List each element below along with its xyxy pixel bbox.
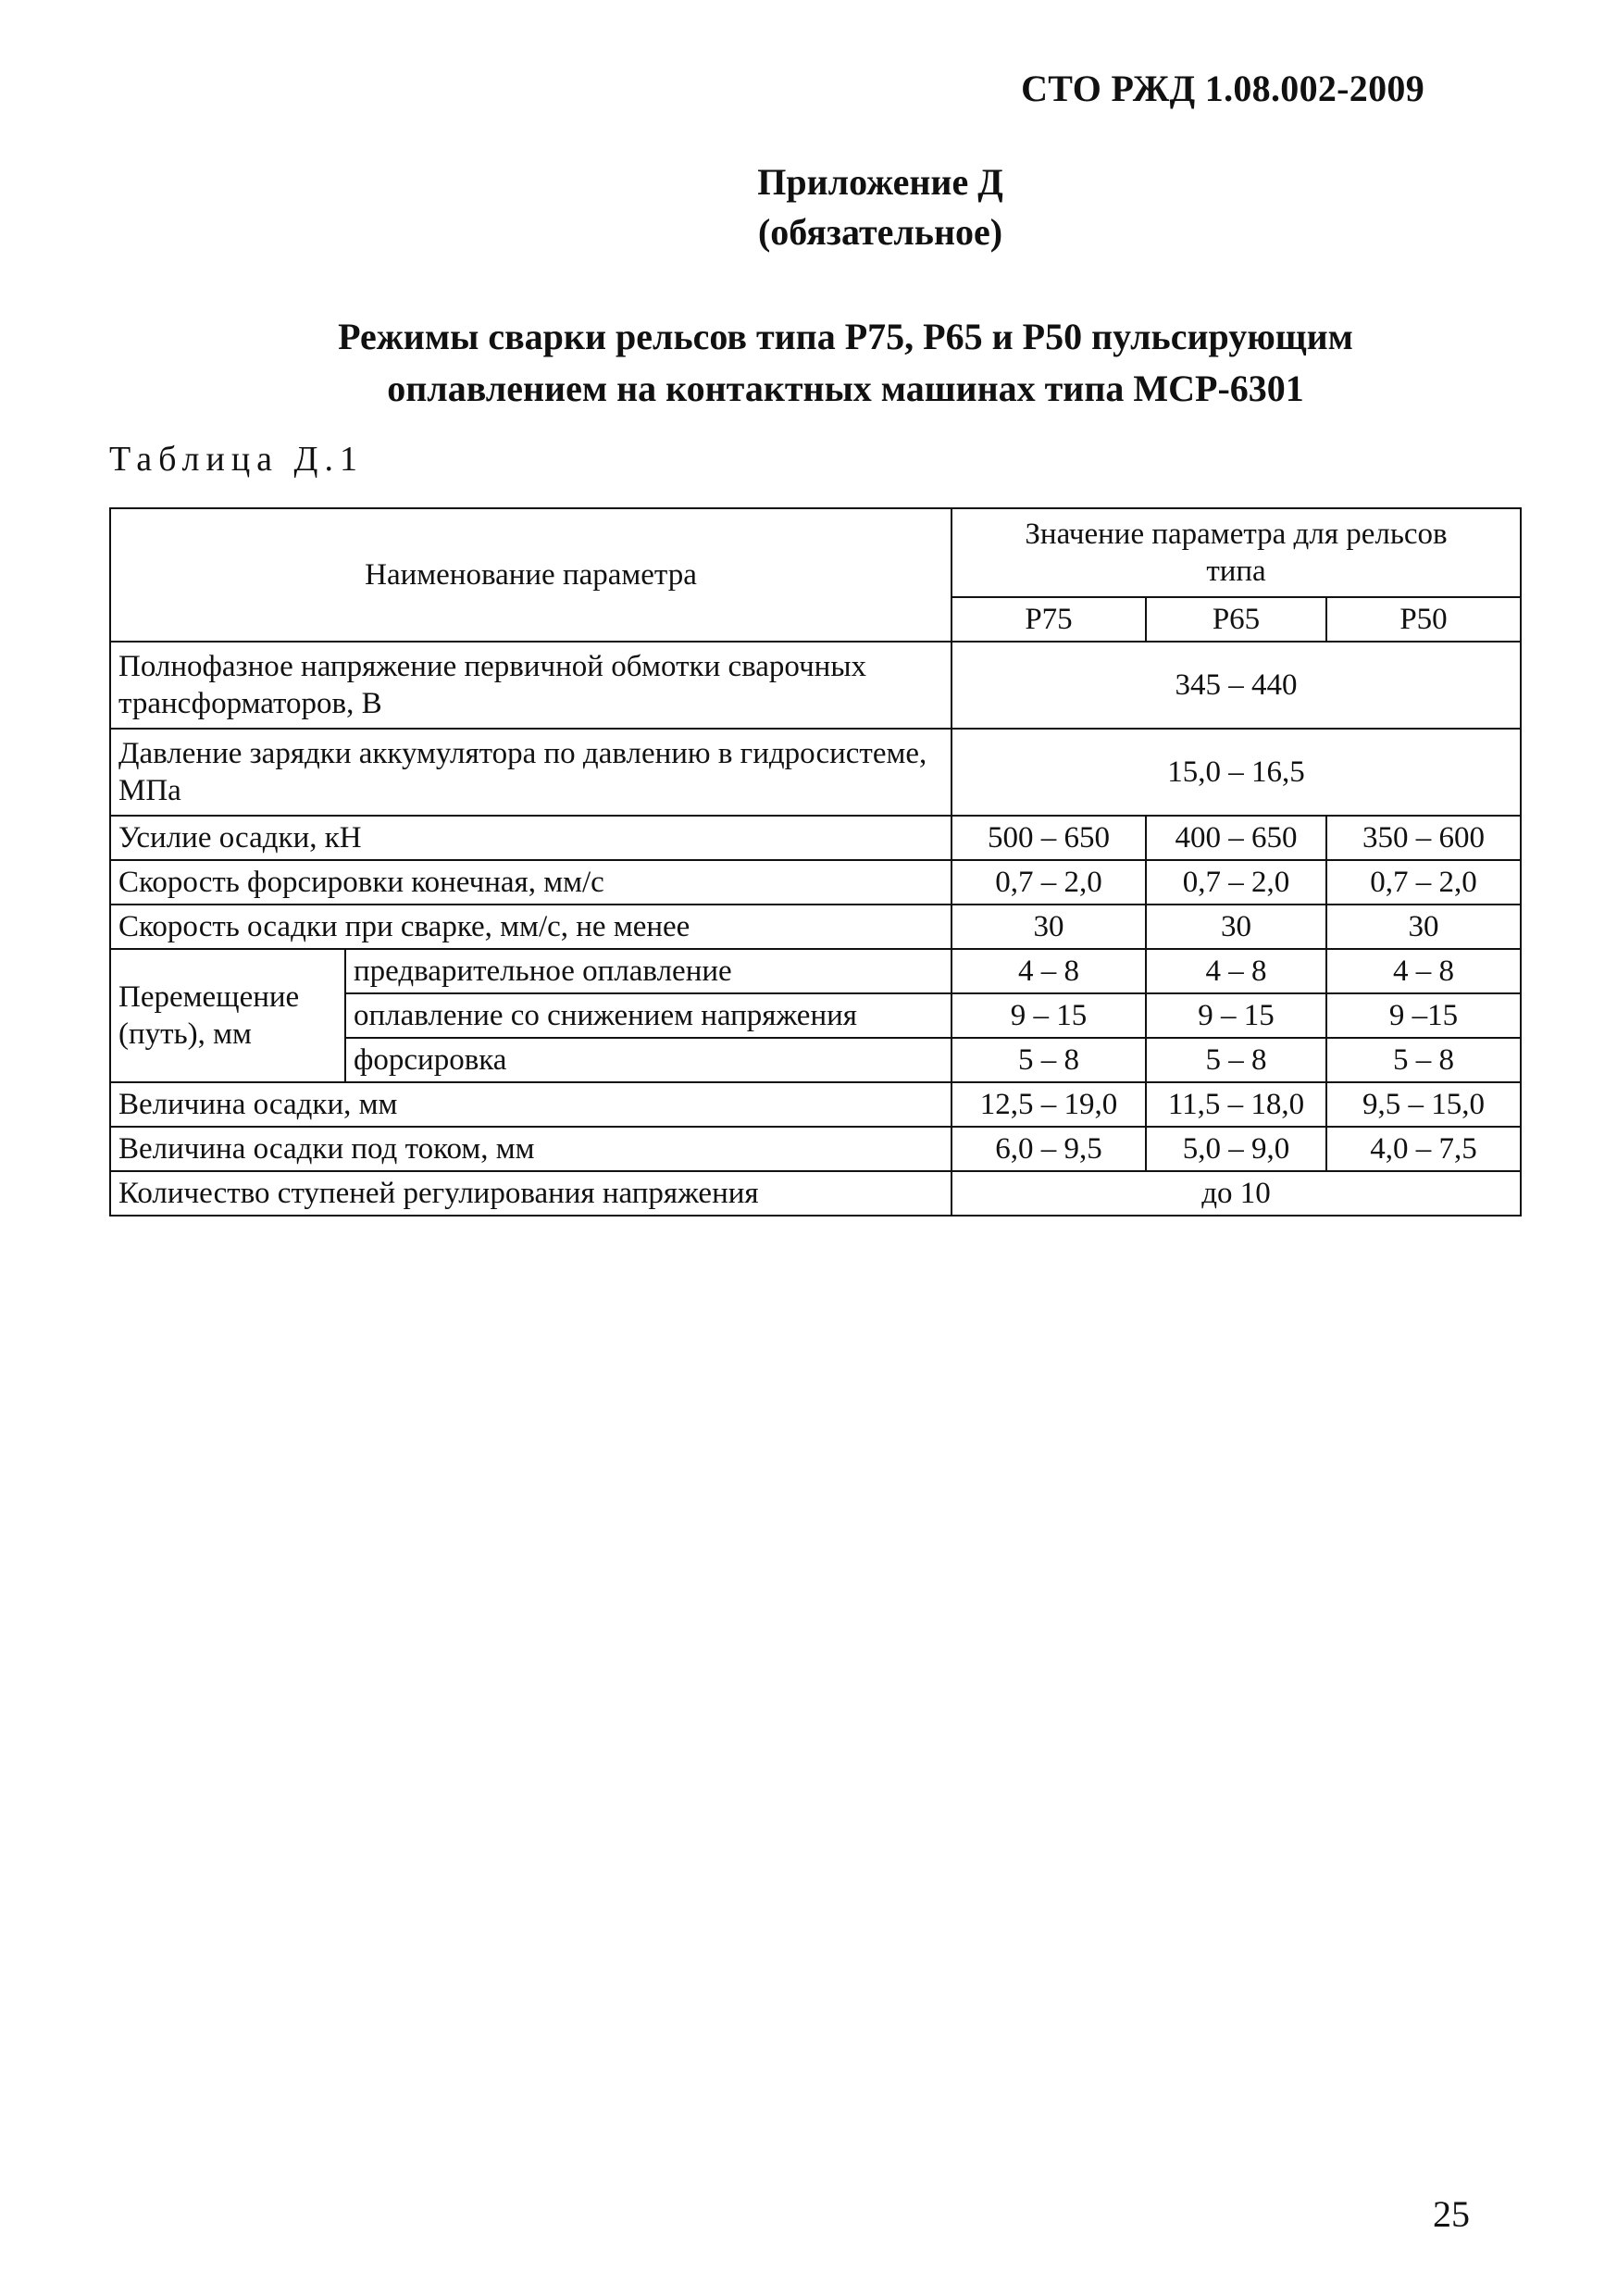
appendix-heading — [0, 157, 1617, 257]
table-row — [110, 860, 1521, 905]
table-label: Таблица Д.1 — [109, 440, 364, 479]
appendix-status: (обязательное) — [757, 211, 1003, 253]
param-value: до 10 — [952, 1171, 1521, 1216]
param-value: 15,0 – 16,5 — [952, 729, 1521, 816]
table-row — [110, 1171, 1521, 1216]
value-p65: 4 – 8 — [1146, 949, 1326, 993]
welding-modes-table — [109, 507, 1522, 1217]
value-p50: 9,5 – 15,0 — [1326, 1082, 1521, 1127]
value-p75: 9 – 15 — [952, 993, 1146, 1038]
value-p50: 5 – 8 — [1326, 1038, 1521, 1082]
value-p75: 0,7 – 2,0 — [952, 860, 1146, 905]
param-name: Величина осадки, мм — [110, 1082, 952, 1127]
value-p75: 30 — [952, 905, 1146, 949]
value-p50: 4 – 8 — [1326, 949, 1521, 993]
value-p50: 9 –15 — [1326, 993, 1521, 1038]
appendix-label: Приложение Д — [757, 161, 1003, 203]
value-p65: 5,0 – 9,0 — [1146, 1127, 1326, 1171]
value-p75: 4 – 8 — [952, 949, 1146, 993]
value-p65: 5 – 8 — [1146, 1038, 1326, 1082]
table-row — [110, 1082, 1521, 1127]
param-name: Давление зарядки аккумулятора по давлению в гидросистеме, МПа — [110, 729, 952, 816]
document-title — [0, 311, 1617, 415]
table-row — [110, 1127, 1521, 1171]
header-rail-p65: Р65 — [1146, 597, 1326, 642]
value-p75: 12,5 – 19,0 — [952, 1082, 1146, 1127]
movement-sub-param: оплавление со снижением напряжения — [345, 993, 952, 1038]
table-row — [110, 729, 1521, 816]
param-name: Величина осадки под током, мм — [110, 1127, 952, 1171]
param-name: Усилие осадки, кН — [110, 816, 952, 860]
document-code: СТО РЖД 1.08.002-2009 — [1021, 68, 1424, 109]
value-p65: 11,5 – 18,0 — [1146, 1082, 1326, 1127]
value-p50: 0,7 – 2,0 — [1326, 860, 1521, 905]
value-p65: 30 — [1146, 905, 1326, 949]
header-rail-p75: Р75 — [952, 597, 1146, 642]
header-rail-p50: Р50 — [1326, 597, 1521, 642]
movement-group-label: Перемещение (путь), мм — [110, 949, 345, 1082]
movement-sub-param: форсировка — [345, 1038, 952, 1082]
value-p75: 5 – 8 — [952, 1038, 1146, 1082]
param-name: Количество ступеней регулирования напряжения — [110, 1171, 952, 1216]
value-p50: 4,0 – 7,5 — [1326, 1127, 1521, 1171]
param-name: Полнофазное напряжение первичной обмотки сварочных трансформаторов, В — [110, 642, 952, 729]
param-name: Скорость осадки при сварке, мм/с, не менее — [110, 905, 952, 949]
header-param-name: Наименование параметра — [110, 508, 952, 642]
header-param-value: Значение параметра для рельсов типа — [952, 508, 1521, 597]
value-p50: 30 — [1326, 905, 1521, 949]
title-line-2: оплавлением на контактных машинах типа МСР-6301 — [387, 368, 1304, 409]
value-p75: 6,0 – 9,5 — [952, 1127, 1146, 1171]
value-p75: 500 – 650 — [952, 816, 1146, 860]
table-row — [110, 642, 1521, 729]
value-p65: 9 – 15 — [1146, 993, 1326, 1038]
param-value: 345 – 440 — [952, 642, 1521, 729]
table-row — [110, 816, 1521, 860]
table-row — [110, 949, 1521, 993]
page-number: 25 — [1433, 2193, 1470, 2235]
value-p65: 400 – 650 — [1146, 816, 1326, 860]
title-line-1: Режимы сварки рельсов типа Р75, Р65 и Р50 пульсирующим — [338, 316, 1353, 357]
value-p50: 350 – 600 — [1326, 816, 1521, 860]
table-row — [110, 905, 1521, 949]
movement-sub-param: предварительное оплавление — [345, 949, 952, 993]
param-name: Скорость форсировки конечная, мм/с — [110, 860, 952, 905]
value-p65: 0,7 – 2,0 — [1146, 860, 1326, 905]
